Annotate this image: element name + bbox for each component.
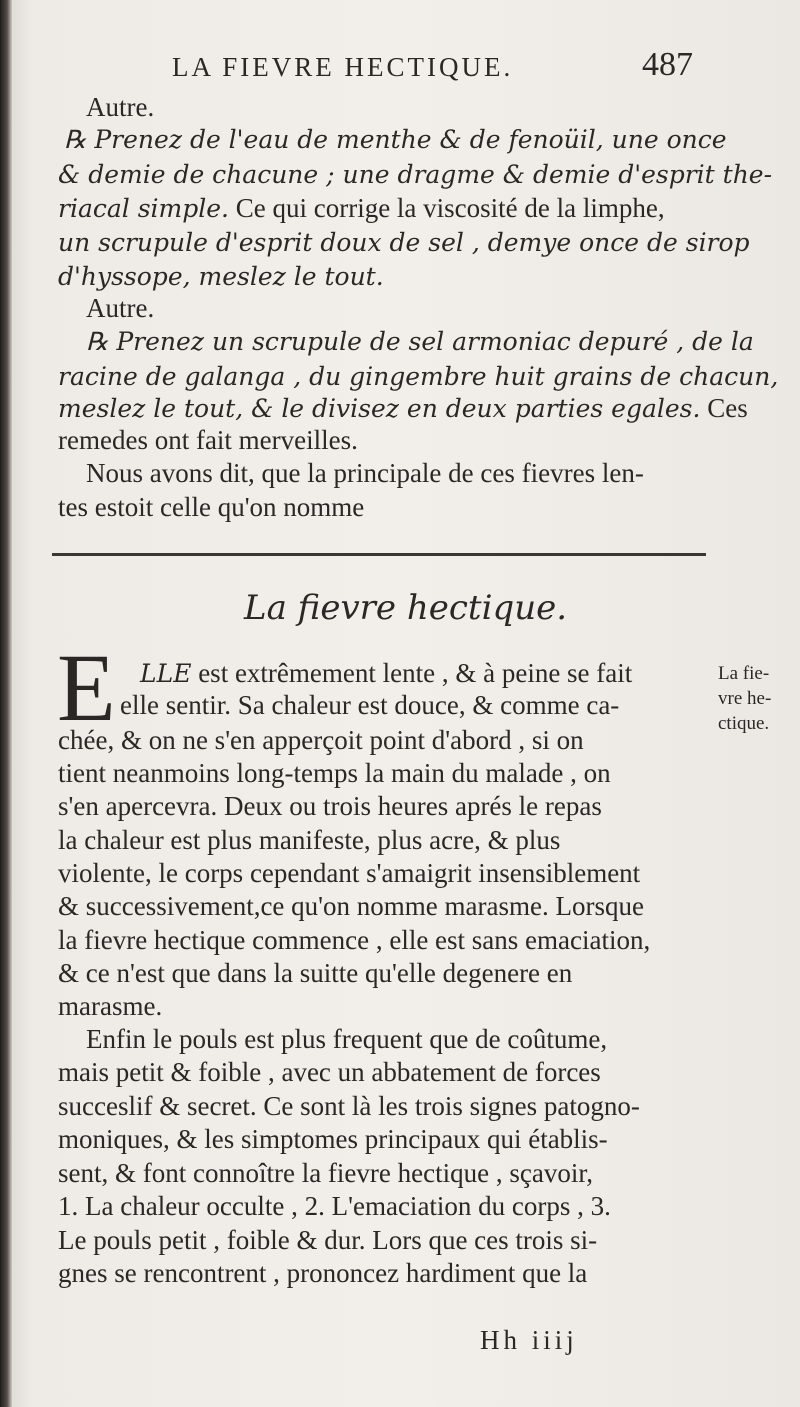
text-line: succeslif & secret. Ce sont là les trois signes patogno- (58, 1091, 640, 1121)
text-line (58, 193, 665, 224)
roman-span: Ce qui corrige la viscosité de la limphe, (228, 193, 665, 223)
text-line: Autre. (86, 293, 155, 323)
text-line (140, 658, 632, 689)
margin-note-line: vre he- (718, 688, 772, 709)
text-line: & successivement,ce qu'on nomme marasme. Lorsque (58, 891, 644, 921)
text-line: ℞ Prenez un scrupule de sel armoniac depuré , de la (86, 327, 754, 356)
text-line: chée, & on ne s'en apperçoit point d'abord , si on (58, 725, 584, 755)
text-line: racine de galanga , du gingembre huit grains de chacun, (58, 362, 779, 391)
roman-span: est extrêmement lente , & à peine se fait (191, 658, 633, 688)
roman-span: Ces (700, 393, 748, 423)
text-line: 1. La chaleur occulte , 2. L'emaciation du corps , 3. (58, 1191, 611, 1221)
text-line: remedes ont fait merveilles. (58, 425, 358, 455)
text-line: moniques, & les simptomes principaux qui établis- (58, 1124, 608, 1154)
text-line: elle sentir. Sa chaleur est douce, & comme ca- (120, 690, 620, 720)
italic-span: meslez le tout, & le divisez en deux parties egales. (58, 394, 701, 423)
signature-mark: Hh iiij (480, 1325, 578, 1355)
text-line: un scrupule d'esprit doux de sel , demye once de sirop (58, 228, 750, 257)
section-title: La fievre hectique. (244, 588, 568, 628)
italic-span: LLE (140, 659, 192, 688)
page-number: 487 (642, 46, 693, 83)
section-divider (52, 553, 706, 556)
text-line: Le pouls petit , foible & dur. Lors que ces trois si- (58, 1225, 598, 1255)
text-line: violente, le corps cependant s'amaigrit insensiblement (58, 858, 641, 888)
italic-span: riacal simple. (58, 194, 229, 223)
text-line: tient neanmoins long-temps la main du malade , on (58, 758, 611, 788)
running-title: LA FIEVRE HECTIQUE. (172, 52, 514, 82)
text-line: ℞ Prenez de l'eau de menthe & de fenoüil, une once (64, 125, 727, 154)
text-line: gnes se rencontrent , prononcez hardiment que la (58, 1258, 588, 1288)
text-line: s'en apercevra. Deux ou trois heures aprés le repas (58, 791, 602, 821)
text-line: Nous avons dit, que la principale de ces fievres len- (86, 458, 644, 488)
margin-note-line: ctique. (718, 713, 770, 734)
text-line: Enfin le pouls est plus frequent que de coûtume, (86, 1024, 608, 1054)
text-line (58, 393, 748, 424)
margin-note-line: La fie- (718, 663, 770, 684)
text-line: marasme. (58, 991, 163, 1021)
text-line: & demie de chacune ; une dragme & demie d'esprit the- (58, 160, 773, 189)
text-line: la fievre hectique commence , elle est sans emaciation, (58, 925, 651, 955)
text-line: sent, & font connoître la fievre hectique , sçavoir, (58, 1158, 593, 1188)
text-line: Autre. (86, 92, 155, 122)
text-line: la chaleur est plus manifeste, plus acre, & plus (58, 825, 561, 855)
text-line: mais petit & foible , avec un abbatement de forces (58, 1057, 601, 1087)
drop-cap: E (57, 634, 116, 741)
text-line: tes estoit celle qu'on nomme (58, 492, 365, 522)
text-line: & ce n'est que dans la suitte qu'elle degenere en (58, 958, 573, 988)
text-line: d'hyssope, meslez le tout. (58, 262, 384, 291)
page-gutter (0, 0, 12, 1407)
